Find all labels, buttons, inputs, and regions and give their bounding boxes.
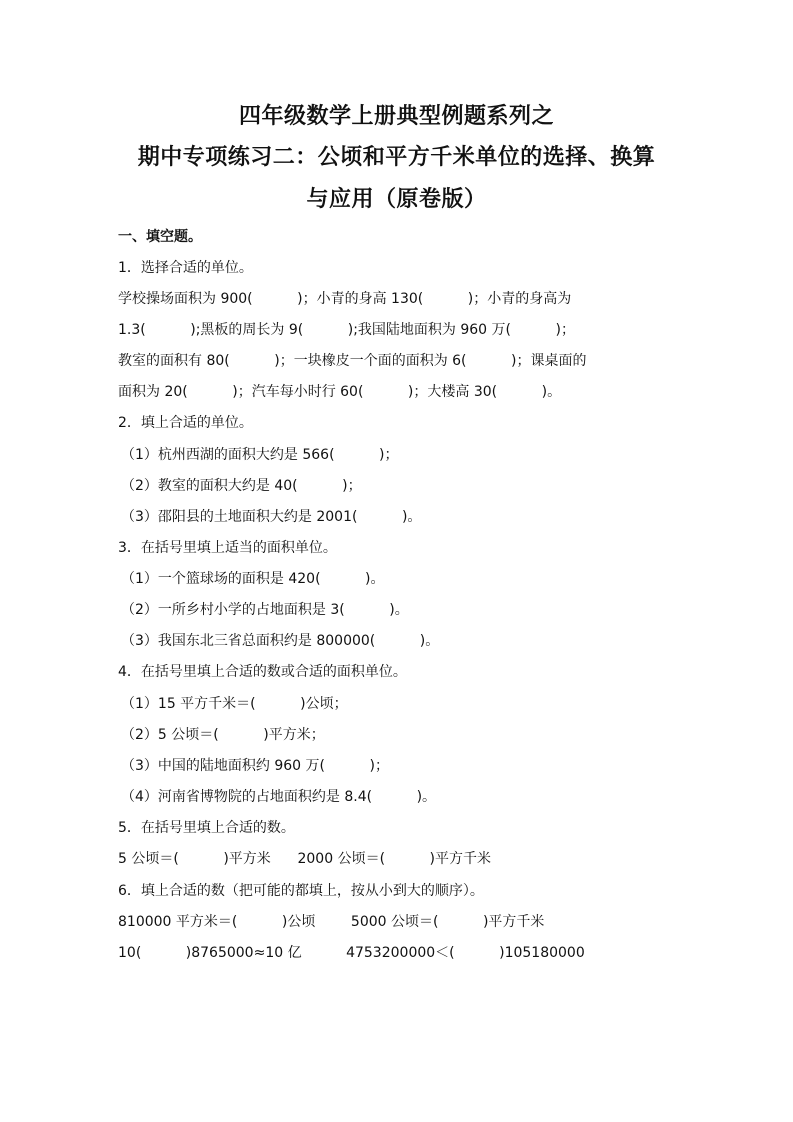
title-line-2: 期中专项练习二：公顷和平方千米单位的选择、换算 [137,145,656,170]
question-3-prompt: 3．在括号里填上适当的面积单位。 [118,540,337,556]
question-4-item-3: （3）中国的陆地面积约 960 万( )； [121,758,389,774]
question-3-item-3: （3）我国东北三省总面积约是 800000( )。 [121,633,440,649]
question-5-line-1: 5 公顷＝( )平方米 2000 公顷＝( )平方千米 [118,851,491,867]
title-line-3: 与应用（原卷版） [306,187,487,212]
question-4-item-4: （4）河南省博物院的占地面积约是 8.4( )。 [121,789,437,805]
question-2-item-2: （2）教室的面积大约是 40( )； [121,478,362,494]
question-6-line-1: 810000 平方米＝( )公顷 5000 公顷＝( )平方千米 [118,914,545,930]
question-1-line-1: 学校操场面积为 900( )；小青的身高 130( )；小青的身高为 [118,291,572,307]
question-5-prompt: 5．在括号里填上合适的数。 [118,820,295,836]
question-1-line-4: 面积为 20( )；汽车每小时行 60( )；大楼高 30( )。 [118,384,562,400]
question-3-item-2: （2）一所乡村小学的占地面积是 3( )。 [121,602,409,618]
question-4-item-1: （1）15 平方千米＝( )公顷； [121,696,348,712]
question-2-item-3: （3）邵阳县的土地面积大约是 2001( )。 [121,509,422,525]
question-2-item-1: （1）杭州西湖的面积大约是 566( )； [121,447,399,463]
question-1-line-2: 1.3( );黑板的周长为 9( );我国陆地面积为 960 万( )； [118,322,575,338]
question-4-item-2: （2）5 公顷＝( )平方米； [121,727,325,743]
question-4-prompt: 4．在括号里填上合适的数或合适的面积单位。 [118,664,407,680]
question-6-line-2: 10( )8765000≈10 亿 4753200000＜( )105180000 [118,945,585,961]
question-1-line-3: 教室的面积有 80( )；一块橡皮一个面的面积为 6( )；课桌面的 [118,353,587,369]
question-1-prompt: 1．选择合适的单位。 [118,260,253,276]
question-3-item-1: （1）一个篮球场的面积是 420( )。 [121,571,385,587]
section-heading: 一、填空题。 [118,229,202,245]
question-6-prompt: 6．填上合适的数（把可能的都填上，按从小到大的顺序）。 [118,883,484,899]
title-line-1: 四年级数学上册典型例题系列之 [238,104,554,129]
question-2-prompt: 2．填上合适的单位。 [118,415,253,431]
